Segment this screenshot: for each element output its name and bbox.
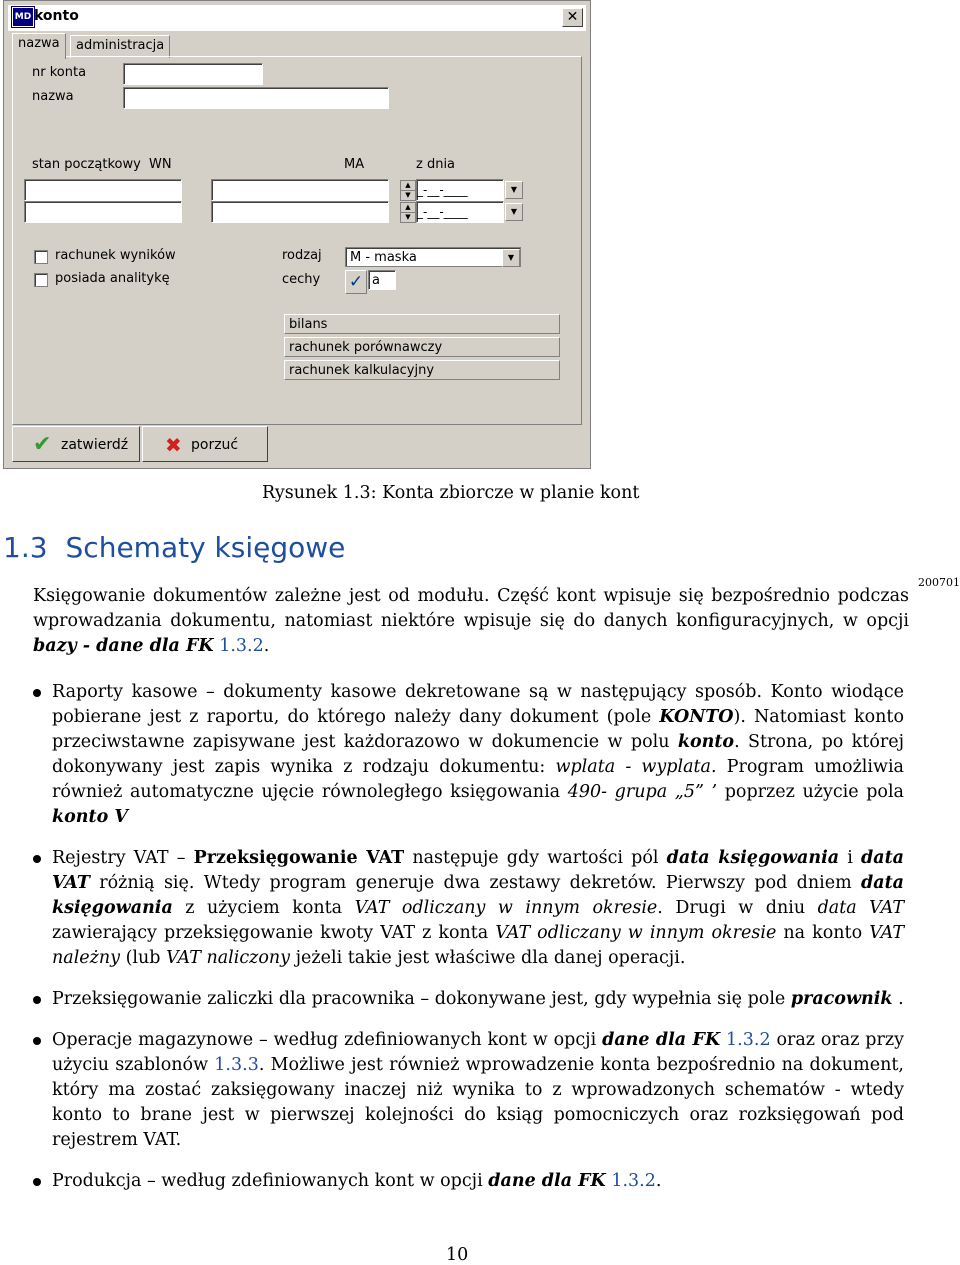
list-item: Produkcja – według zdefiniowanych kont w opcji dane dla FK 1.3.2. [52, 1169, 904, 1194]
page-number: 10 [446, 1245, 469, 1265]
section-reference-link[interactable]: 1.3.2 [219, 636, 264, 656]
confirm-button[interactable] [12, 426, 140, 462]
bullet-icon [33, 1178, 41, 1186]
title-bar [8, 5, 586, 31]
close-button[interactable]: ✕ [562, 8, 583, 27]
section-reference-link[interactable]: 1.3.3 [214, 1055, 259, 1075]
tab-administracja[interactable]: administracja [70, 35, 170, 58]
nr-konta-label: nr konta [32, 65, 87, 80]
wn-input-2[interactable] [24, 201, 182, 223]
konto-window [3, 0, 591, 469]
rachunek-porownawczy-button[interactable]: rachunek porównawczy [284, 337, 560, 357]
list-item: Raporty kasowe – dokumenty kasowe dekretowane są w następujący sposób. Konto wiodące pobierane jest z raportu, do którego należy dany dokument (pole KONTO). Natomiast konto przeciwstawne zapisywane jest każdorazowo w dokumencie w polu konto. Strona, po której dokonywany jest zapis wynika z rodzaju dokumentu: wplata - wyplata. Program umożliwia również automatyczne ujęcie równoległego księgowania 490- grupa „5” ’ poprzez użycie pola konto V [52, 680, 904, 830]
stan-poczatkowy-label: stan początkowy [32, 157, 141, 172]
window-title: konto [34, 8, 79, 24]
section-heading [3, 531, 345, 564]
date-dropdown-icon[interactable]: ▼ [505, 181, 523, 199]
rodzaj-label: rodzaj [282, 248, 322, 263]
cechy-check-icon[interactable]: ✓ [345, 270, 367, 294]
rachunek-wynikow-label: rachunek wyników [55, 248, 176, 263]
cancel-label: porzuć [191, 437, 239, 453]
app-icon: MD [12, 7, 34, 27]
checkmark-icon: ✔ [33, 432, 52, 457]
bullet-list [52, 680, 904, 1210]
nazwa-input[interactable] [123, 87, 389, 109]
section-title: Schematy księgowe [65, 531, 346, 564]
section-reference-link[interactable]: 1.3.2 [611, 1171, 656, 1191]
wn-label: WN [149, 157, 172, 172]
confirm-label: zatwierdź [61, 437, 129, 453]
ma-input[interactable] [211, 179, 389, 201]
figure-caption: Rysunek 1.3: Konta zbiorcze w planie kont [262, 483, 640, 503]
cechy-input[interactable]: a [368, 270, 396, 290]
bullet-icon [33, 1037, 41, 1045]
section-reference-link[interactable]: 1.3.2 [726, 1030, 771, 1050]
list-item: Rejestry VAT – Przeksięgowanie VAT następuje gdy wartości pól data księgowania i data VAT różnią się. Wtedy program generuje dwa zestawy dekretów. Pierwszy pod dniem data księgowania z użyciem konta VAT odliczany w innym okresie. Drugi w dniu data VAT zawierający przeksięgowanie kwoty VAT z konta VAT odliczany w innym okresie na konto VAT należny (lub VAT naliczony jeżeli takie jest właściwe dla danej operacji. [52, 846, 904, 971]
list-item: Przeksięgowanie zaliczki dla pracownika – dokonywane jest, gdy wypełnia się pole pracownik . [52, 987, 904, 1012]
section-number: 1.3 [3, 531, 48, 564]
tab-nazwa[interactable]: nazwa [12, 33, 66, 59]
rodzaj-dropdown-icon[interactable]: ▼ [502, 249, 520, 267]
bilans-button[interactable]: bilans [284, 314, 560, 334]
nr-konta-input[interactable] [123, 63, 263, 85]
bullet-icon [33, 689, 41, 697]
date-input-1[interactable]: _-__-____ [416, 179, 504, 201]
posiada-analityke-label: posiada analitykę [55, 271, 170, 286]
rachunek-wynikow-checkbox[interactable] [34, 250, 48, 264]
spin-down-icon-2[interactable]: ▼ [400, 212, 416, 223]
spin-up-icon-2[interactable]: ▲ [400, 202, 416, 213]
nazwa-label: nazwa [32, 89, 74, 104]
spin-down-icon[interactable]: ▼ [400, 190, 416, 201]
list-item: Operacje magazynowe – według zdefiniowanych kont w opcji dane dla FK 1.3.2 oraz oraz przy użyciu szablonów 1.3.3. Możliwe jest również wprowadzenie konta bezpośrednio na dokument, który ma zostać zaksięgowany inaczej niż wynika to z wprowadzonych schematów - wtedy konto to brane jest w pierwszej kolejności do ksiąg pomocniczych oraz rozksięgowań pod rejestrem VAT. [52, 1028, 904, 1153]
cross-icon: ✖ [165, 433, 182, 457]
margin-note: 200701 [918, 576, 960, 589]
rodzaj-select[interactable]: M - maska [345, 247, 521, 267]
ma-label: MA [344, 157, 365, 172]
intro-paragraph: Księgowanie dokumentów zależne jest od modułu. Część kont wpisuje się bezpośrednio podczas wprowadzania dokumentu, natomiast niektóre wpisuje się do danych konfiguracyjnych, w opcji bazy - dane dla FK 1.3.2. [33, 586, 909, 656]
date-input-2[interactable]: _-__-____ [416, 201, 504, 223]
date-dropdown-icon-2[interactable]: ▼ [505, 203, 523, 221]
ma-input-2[interactable] [211, 201, 389, 223]
cancel-button[interactable] [142, 426, 268, 462]
rachunek-kalkulacyjny-button[interactable]: rachunek kalkulacyjny [284, 360, 560, 380]
cechy-label: cechy [282, 272, 321, 287]
spin-up-icon[interactable]: ▲ [400, 180, 416, 191]
bullet-icon [33, 855, 41, 863]
wn-input[interactable] [24, 179, 182, 201]
posiada-analityke-checkbox[interactable] [34, 273, 48, 287]
z-dnia-label: z dnia [416, 157, 456, 172]
bullet-icon [33, 996, 41, 1004]
